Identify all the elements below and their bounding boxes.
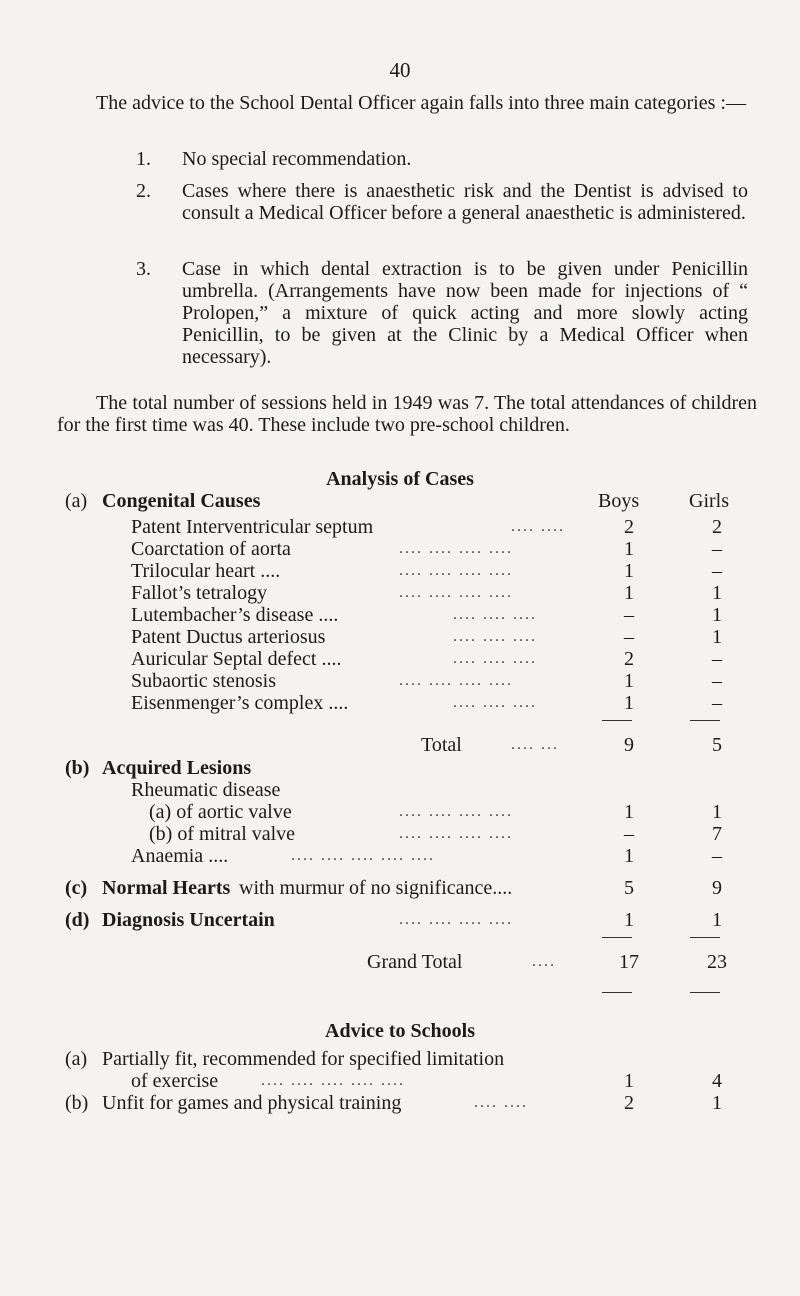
girls-value: 1 — [712, 801, 722, 823]
girls-value: – — [712, 648, 722, 670]
table-row — [131, 604, 751, 626]
section-title: Normal Hearts — [102, 877, 231, 899]
girls-value: – — [712, 670, 722, 692]
category-number: 2. — [136, 180, 151, 202]
leader-dots: .... ... — [511, 736, 559, 753]
category-text: Case in which dental extraction is to be given under Penicillin umbrella. (Arrangements have now been made for injections of “ Prolopen,” a mixture of quick acting and more slowly acting Penicillin, to be given at the Clinic by a Medical Officer when necessary). — [182, 258, 748, 368]
row-label: Subaortic stenosis — [131, 670, 276, 692]
boys-value: 1 — [624, 582, 634, 604]
advice-text-continued: of exercise — [131, 1070, 219, 1092]
sessions-paragraph: The total number of sessions held in 1949 was 7. The total attendances of children for the first time was 40. These include two pre-school children. — [57, 392, 757, 436]
boys-value: 2 — [624, 1092, 634, 1114]
girls-value: 2 — [712, 516, 722, 538]
boys-value: – — [624, 626, 634, 648]
table-row — [131, 801, 751, 823]
rule-boys — [602, 937, 632, 938]
boys-value: 17 — [619, 951, 639, 973]
section-d-row — [65, 909, 751, 931]
leader-dots: .... .... — [511, 518, 565, 535]
page-number: 40 — [389, 58, 411, 82]
rule-boys — [602, 992, 632, 993]
leader-dots: .... .... .... .... .... — [261, 1072, 405, 1089]
leader-dots: .... .... .... .... — [399, 911, 513, 928]
boys-value: 1 — [624, 692, 634, 714]
table-row — [131, 648, 751, 670]
girls-value: – — [712, 560, 722, 582]
section-letter: (c) — [65, 877, 88, 899]
category-number: 1. — [136, 148, 151, 170]
table-row — [131, 538, 751, 560]
row-label: Auricular Septal defect .... — [131, 648, 342, 670]
advice-text: Partially fit, recommended for specified limitation — [102, 1048, 505, 1070]
table-row — [131, 823, 751, 845]
advice-text: Unfit for games and physical training — [102, 1092, 402, 1114]
section-letter: (d) — [65, 909, 90, 931]
row-label: (b) of mitral valve — [149, 823, 296, 845]
leader-dots: .... .... .... — [453, 694, 537, 711]
table-row — [131, 626, 751, 648]
advice-letter: (b) — [65, 1092, 89, 1114]
leader-dots: .... .... — [474, 1094, 528, 1111]
leader-dots: .... .... .... .... — [399, 825, 513, 842]
boys-value: 2 — [624, 648, 634, 670]
intro-paragraph: The advice to the School Dental Officer again falls into three main categories :— — [96, 92, 746, 114]
boys-value: – — [624, 604, 634, 626]
leader-dots: .... — [532, 953, 556, 970]
total-row — [131, 734, 751, 756]
total-label: Total — [421, 734, 462, 756]
girls-value: 1 — [712, 604, 722, 626]
section-c-row — [65, 877, 751, 899]
girls-value: 1 — [712, 582, 722, 604]
section-rest: with murmur of no significance.... — [239, 877, 513, 899]
row-label: (a) of aortic valve — [149, 801, 292, 823]
subsection-title: Rheumatic disease — [131, 779, 281, 801]
section-letter: (a) — [65, 490, 88, 512]
category-number: 3. — [136, 258, 151, 280]
row-label: Patent Interventricular septum — [131, 516, 374, 538]
table-row — [131, 582, 751, 604]
section-title: Acquired Lesions — [102, 757, 252, 779]
rule-girls — [690, 720, 720, 721]
rule-girls — [690, 992, 720, 993]
boys-value: 1 — [624, 845, 634, 867]
girls-value: – — [712, 538, 722, 560]
row-label: Eisenmenger’s complex .... — [131, 692, 349, 714]
boys-value: 1 — [624, 801, 634, 823]
leader-dots: .... .... .... — [453, 606, 537, 623]
boys-value: 1 — [624, 1070, 634, 1092]
row-label: Fallot’s tetralogy — [131, 582, 268, 604]
column-header-boys: Boys — [598, 490, 640, 512]
table-row — [131, 560, 751, 582]
boys-value: 1 — [624, 670, 634, 692]
rule-girls — [690, 937, 720, 938]
section-title: Congenital Causes — [102, 490, 261, 512]
boys-value: 1 — [624, 909, 634, 931]
table-row — [131, 670, 751, 692]
leader-dots: .... .... .... .... — [399, 672, 513, 689]
leader-dots: .... .... .... .... — [399, 803, 513, 820]
grand-total-label: Grand Total — [367, 951, 463, 973]
girls-value: 1 — [712, 626, 722, 648]
girls-value: 9 — [712, 877, 722, 899]
row-label: Patent Ductus arteriosus — [131, 626, 326, 648]
boys-value: 2 — [624, 516, 634, 538]
category-text: No special recommendation. — [182, 148, 412, 170]
leader-dots: .... .... .... .... — [399, 584, 513, 601]
row-label: Lutembacher’s disease .... — [131, 604, 339, 626]
boys-value: 9 — [624, 734, 634, 756]
row-label: Anaemia .... — [131, 845, 229, 867]
advice-letter: (a) — [65, 1048, 88, 1070]
girls-value: 1 — [712, 1092, 722, 1114]
leader-dots: .... .... .... .... .... — [291, 847, 435, 864]
girls-value: 7 — [712, 823, 722, 845]
table-row — [131, 516, 751, 538]
row-label: Trilocular heart .... — [131, 560, 281, 582]
leader-dots: .... .... .... — [453, 628, 537, 645]
leader-dots: .... .... .... — [453, 650, 537, 667]
girls-value: 4 — [712, 1070, 722, 1092]
analysis-title: Analysis of Cases — [326, 468, 474, 490]
table-row — [131, 692, 751, 714]
boys-value: – — [624, 823, 634, 845]
rule-boys — [602, 720, 632, 721]
column-header-girls: Girls — [689, 490, 729, 512]
category-text: Cases where there is anaesthetic risk and the Dentist is advised to consult a Medical Officer before a general anaesthetic is administered. — [182, 180, 748, 224]
table-row — [102, 1092, 751, 1114]
table-row — [131, 845, 751, 867]
section-letter: (b) — [65, 757, 90, 779]
advice-title: Advice to Schools — [325, 1020, 475, 1042]
girls-value: 23 — [707, 951, 727, 973]
boys-value: 1 — [624, 560, 634, 582]
leader-dots: .... .... .... .... — [399, 562, 513, 579]
table-row — [131, 1070, 751, 1092]
grand-total-row — [131, 951, 751, 973]
row-label: Coarctation of aorta — [131, 538, 291, 560]
girls-value: – — [712, 845, 722, 867]
section-title: Diagnosis Uncertain — [102, 909, 275, 931]
girls-value: 5 — [712, 734, 722, 756]
boys-value: 1 — [624, 538, 634, 560]
leader-dots: .... .... .... .... — [399, 540, 513, 557]
girls-value: 1 — [712, 909, 722, 931]
girls-value: – — [712, 692, 722, 714]
boys-value: 5 — [624, 877, 634, 899]
